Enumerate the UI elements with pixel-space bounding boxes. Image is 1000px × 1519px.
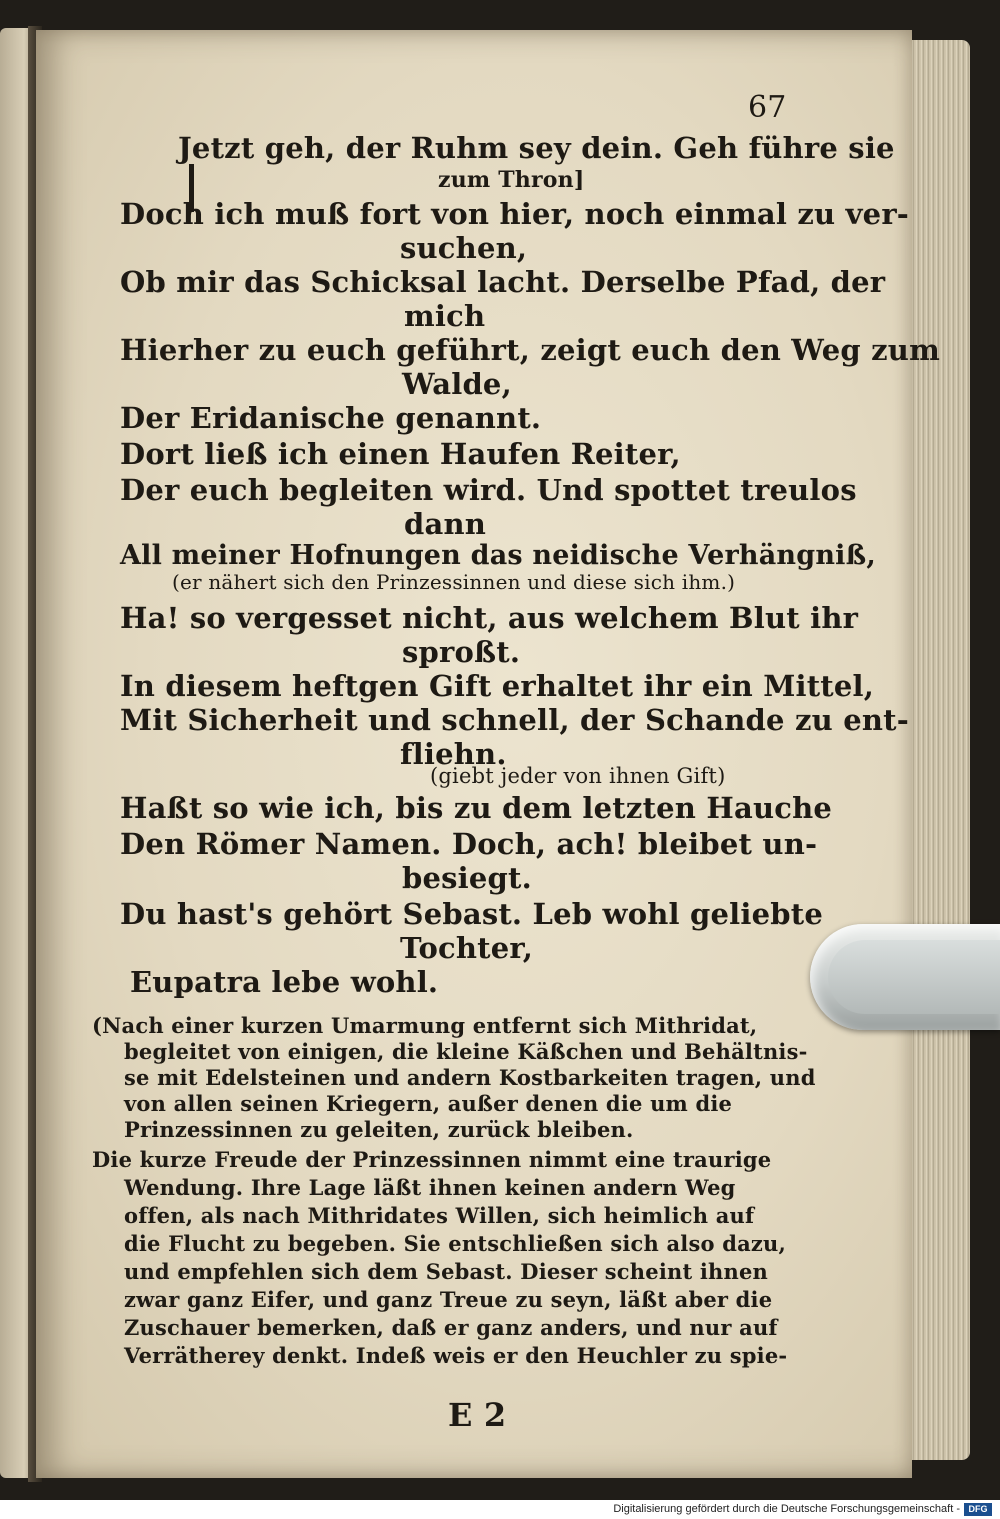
dfg-logo: DFG bbox=[964, 1503, 992, 1516]
verse-line: Hierher zu euch geführt, zeigt euch den Weg zum bbox=[120, 333, 940, 367]
prose-line: se mit Edelsteinen und andern Kostbarkeiten tragen, und bbox=[124, 1065, 816, 1090]
prose-line: Zuschauer bemerken, daß er ganz anders, und nur auf bbox=[124, 1315, 778, 1340]
stage-direction: (giebt jeder von ihnen Gift) bbox=[430, 764, 726, 788]
prose-line: die Flucht zu begeben. Sie entschließen sich also dazu, bbox=[124, 1231, 786, 1256]
verse-line: In diesem heftgen Gift erhaltet ihr ein Mittel, bbox=[120, 669, 875, 703]
verse-line: All meiner Hofnungen das neidische Verhängniß, bbox=[120, 540, 876, 571]
verse-line: fliehn. bbox=[400, 737, 507, 771]
verse-line: besiegt. bbox=[402, 861, 532, 895]
verse-line: Der Eridanische genannt. bbox=[120, 401, 542, 435]
verse-line: Doch ich muß fort von hier, noch einmal zu ver- bbox=[120, 197, 910, 231]
prose-line: (Nach einer kurzen Umarmung entfernt sich Mithridat, bbox=[92, 1013, 758, 1038]
verse-line: Eupatra lebe wohl. bbox=[130, 965, 439, 999]
verse-line: Der euch begleiten wird. Und spottet treulos bbox=[120, 473, 857, 507]
verse-line: Den Römer Namen. Doch, ach! bleibet un- bbox=[120, 827, 818, 861]
prose-line: zwar ganz Eifer, und ganz Treue zu seyn, läßt aber die bbox=[124, 1287, 773, 1312]
prose-line: Die kurze Freude der Prinzessinnen nimmt eine traurige bbox=[92, 1147, 772, 1172]
verse-line: mich bbox=[404, 299, 486, 333]
verse-line: Ha! so vergesset nicht, aus welchem Blut ihr bbox=[120, 601, 859, 635]
stage-direction: (er nähert sich den Prinzessinnen und diese sich ihm.) bbox=[172, 570, 736, 594]
verse-line: Tochter, bbox=[400, 931, 534, 965]
verse-line: Dort ließ ich einen Haufen Reiter, bbox=[120, 437, 681, 471]
verse-line: Mit Sicherheit und schnell, der Schande zu ent- bbox=[120, 703, 909, 737]
page-holder-clip bbox=[810, 924, 1000, 1030]
printer-signature: E 2 bbox=[448, 1396, 507, 1434]
prose-line: offen, als nach Mithridates Willen, sich heimlich auf bbox=[124, 1203, 755, 1228]
footer-credit: Digitalisierung gefördert durch die Deutsche Forschungsgemeinschaft - bbox=[613, 1503, 960, 1515]
prose-line: Verrätherey denkt. Indeß weis er den Heuchler zu spie- bbox=[124, 1343, 788, 1368]
footer-bar bbox=[0, 1500, 1000, 1519]
verse-line: suchen, bbox=[400, 231, 528, 265]
prose-line: Wendung. Ihre Lage läßt ihnen keinen andern Weg bbox=[124, 1175, 736, 1200]
prose-line: begleitet von einigen, die kleine Käßchen und Behältnis- bbox=[124, 1039, 808, 1064]
verse-line: zum Thron] bbox=[438, 167, 585, 193]
verse-line: Du hast's gehört Sebast. Leb wohl geliebte bbox=[120, 897, 823, 931]
verse-line: sproßt. bbox=[402, 635, 521, 669]
prose-line: von allen seinen Kriegern, außer denen die um die bbox=[124, 1091, 733, 1116]
page-number: 67 bbox=[748, 90, 787, 125]
verse-line: Haßt so wie ich, bis zu dem letzten Hauche bbox=[120, 791, 833, 825]
book-page bbox=[36, 30, 940, 1478]
prose-line: Prinzessinnen zu geleiten, zurück bleiben. bbox=[124, 1117, 634, 1142]
verse-line: Walde, bbox=[402, 367, 512, 401]
verse-line: Ob mir das Schicksal lacht. Derselbe Pfad, der bbox=[120, 265, 886, 299]
verse-line: dann bbox=[404, 507, 487, 541]
prose-line: und empfehlen sich dem Sebast. Dieser scheint ihnen bbox=[124, 1259, 769, 1284]
verse-line: Jetzt geh, der Ruhm sey dein. Geh führe sie bbox=[178, 131, 895, 165]
